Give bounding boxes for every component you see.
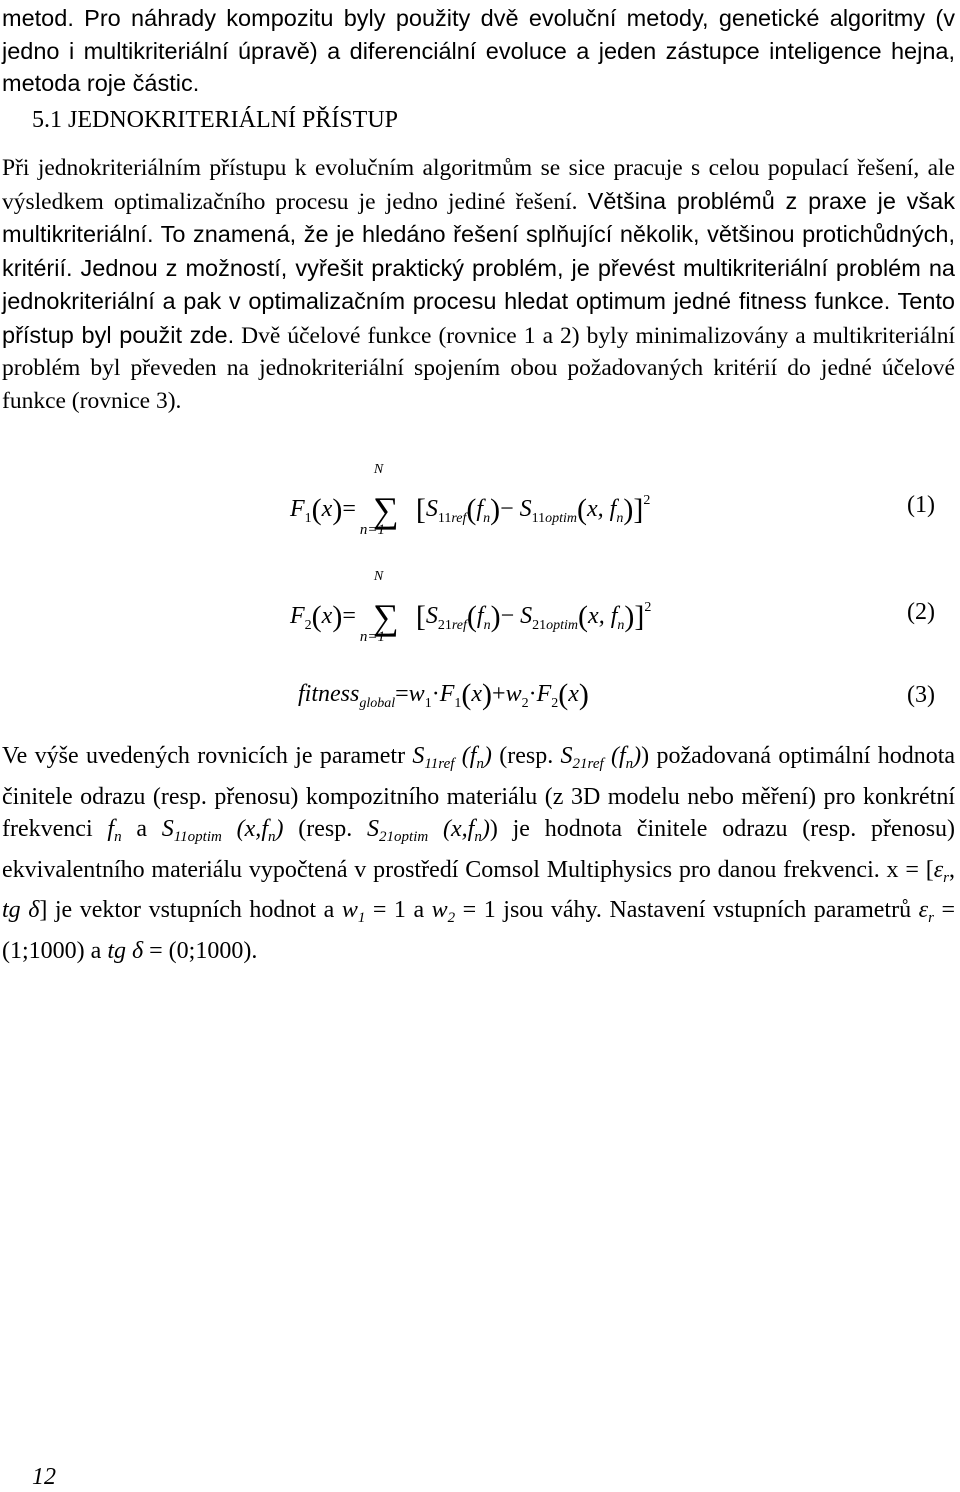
equation-3 <box>0 672 960 732</box>
main-paragraph <box>2 152 955 417</box>
sum-symbol: N ∑ n=1 <box>359 569 399 645</box>
equation-1-number: (1) <box>907 492 935 518</box>
equation-1-body: $F_1(x)=$ N ∑ n=1 [$S_{11ref}(f_n)- S_{11optim}(x$, $f_n)]^2$ <box>290 462 651 538</box>
main-sans-text: Většina problémů z praxe je však multikriteriální. To znamená, že je hledáno řešení splňující několik, většinou protichůdných, kritérií. Jednou z možností, vyřešit praktický problém, je převést multikriteriální problém na jednokriteriální a pak v optimalizačním procesu hledat optimum jedné fitness funkce. Tento přístup byl použit zde. <box>2 187 955 348</box>
equation-2-body: $F_2(x)=$ N ∑ n=1 [$S_{21ref}(f_n)- S_{21optim}(x$, $f_n)]^2$ <box>290 569 652 645</box>
main-serif-text: Dvě účelové funkce (rovnice 1 a 2) byly minimalizovány a multikriteriální problém byl převeden na jednokriteriální spojením obou požadovaných kritérií do jedné účelové funkce (rovnice 3). <box>2 322 955 414</box>
equation-3-number: (3) <box>907 682 935 708</box>
equation-2-number: (2) <box>907 599 935 625</box>
equation-2 <box>0 569 960 657</box>
main-serif-intro: Při jednokriteriálním přístupu k evolučním algoritmům se sice pracuje s celou populací řešení, ale výsledkem optimalizačního procesu je jedno jediné řešení. <box>2 155 955 215</box>
section-heading: 5.1 JEDNOKRITERIÁLNÍ PŘÍSTUP <box>32 107 398 133</box>
equation-1 <box>0 462 960 550</box>
page-number: 12 <box>32 1464 56 1490</box>
sum-symbol: N ∑ n=1 <box>359 462 399 538</box>
equation-3-body: $fitness_{global}=w_1\cdot F_1(x)+w_2\cdot F_2(x)$ <box>298 678 589 711</box>
intro-paragraph: metod. Pro náhrady kompozitu byly použity dvě evoluční metody, genetické algoritmy (v jedno i multikriteriální úpravě) a diferenciální evoluce a jeden zástupce inteligence hejna, metoda roje částic. <box>2 5 955 96</box>
after-equations-paragraph: Ve výše uvedených rovnicích je parametr $S_{11ref}$ $(f_n)$ (resp. $S_{21ref}$ $(f_n)$) požadovaná optimální hodnota činitele odrazu (resp. přenosu) kompozitního materiálu (z 3D modelu nebo měření) pro konkrétní frekvenci $f_n$ a $S_{11optim}$ $(x,f_n)$ (resp. $S_{21optim}$ $(x,f_n)$) je hodnota činitele odrazu (resp. přenosu) ekvivalentního materiálu vypočtená v prostředí Comsol Multiphysics pro danou frekvenci. $x = [\varepsilon_r$, tg δ] je vektor vstupních hodnot a $w_1 = 1$ a $w_2 = 1$ jsou váhy. Nastavení vstupních parametrů $\varepsilon_r$ = (1;1000) a tg δ = (0;1000). <box>2 743 956 964</box>
